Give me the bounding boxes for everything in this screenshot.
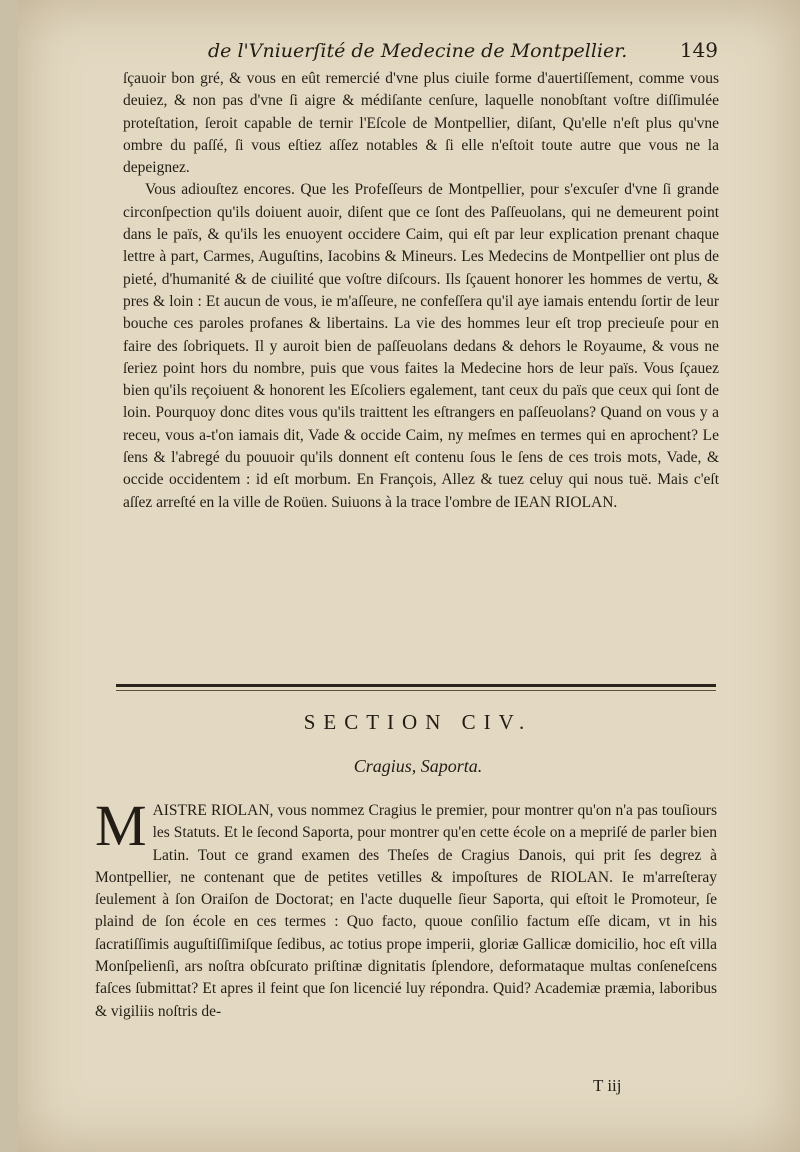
running-head: [208, 40, 718, 62]
section-title: SECTION CIV.: [303, 710, 533, 734]
signature-mark: T iij: [593, 1076, 622, 1095]
paragraph: Vous adiouſtez encores. Que les Profeſſeurs de Montpellier, pour s'excuſer d'vne ſi grande circonſpection qu'ils doiuent auoir, diſent que ce ſont des Paſſeuolans, qui ne demeurent point dans le païs, & qu'ils les enuoyent occidere Caim, qui eſt par leur explication prenant chaque lettre à part, Carmes, Auguſtins, Iacobins & Mineurs. Les Medecins de Montpellier ont plus de pieté, d'humanité & de ciuilité que voſtre diſcours. Ils ſçauent honorer les hommes de vertu, & pres & loin : Et aucun de vous, ie m'aſſeure, ne confeſſera qu'il aye iamais entendu ſortir de leur bouche ces paroles profanes & libertains. La vie des hommes leur eſt trop precieuſe pour en faire des ſobriquets. Il y auroit bien de paſſeuolans dedans & dehors le Royaume, & vous ne ſeriez point hors du nombre, puis que vous faites la Medecine hors de leur païs. Vous ſçauez bien qu'ils reçoiuent & honorent les Eſcoliers egalement, tant ceux du païs que ceux qui ſont de loin. Pourquoy donc dites vous qu'ils traittent les eſtrangers en paſſeuolans? Quand on vous y a receu, vous a-t'on iamais dit, Vade & occide Caim, ny meſmes en termes qui en aprochent? Le ſens & l'abregé du pouuoir qu'ils donnent eſt contenu ſous le ſens de ces trois mots, Vade, & occide occidentem : id eſt morbum. En François, Allez & tuez celuy qui nous tuë. Mais c'eſt aſſez arreſté en la ville de Roüen. Suiuons à la trace l'ombre de IEAN RIOLAN.: [123, 181, 719, 511]
section-body: [95, 793, 717, 1023]
section-divider: [116, 684, 716, 687]
body-text: [123, 68, 719, 514]
page-number: 149: [679, 38, 718, 62]
section-divider-thin: [116, 690, 716, 691]
section-subtitle: Cragius, Saporta.: [353, 756, 483, 776]
drop-cap: M: [95, 793, 147, 858]
paragraph: ſçauoir bon gré, & vous en eût remercié d'vne plus ciuile forme d'auertiſſement, comme vous deuiez, & non pas d'vne ſi aigre & médiſante cenſure, laquelle nonobſtant voſtre diſſimulée proteſtation, ſeroit capable de ternir l'Eſcole de Montpellier, diſant, Qu'elle n'eſt plus qu'vne ombre du paſſé, ſi vous eſtiez aſſez notables & ſi elle n'eſtoit toute autre que vous ne la depeignez.: [123, 70, 719, 177]
section-text: AISTRE RIOLAN, vous nommez Cragius le premier, pour montrer qu'on n'a pas touſiours les Statuts. Et le ſecond Saporta, pour montrer qu'en cette école on a mepriſé de parler bien Latin. Tout ce grand examen des Theſes de Cragius Danois, qui prit ſes degrez à Montpellier, ne contenant que de petites vetilles & impoſtures de RIOLAN. Ie m'arreſteray ſeulement à ſon Oraiſon de Doctorat; en l'acte duquelle ſieur Saporta, qui eſtoit le Promoteur, ſe plaind de ſon école en ces termes : Quo facto, quoue conſilio factum eſſe dicam, vt in his ſacratiſſimis auguſtiſſimiſque ſedibus, ac totius prope imperii, gloriæ Gallicæ domicilio, hoc eſt villa Monſpelienſi, ars noſtra obſcurato priſtinæ dignitatis ſplendore, deformataque multas conſeneſcens faſces ſubmittat? Et apres il feint que ſon licencié luy répondra. Quid? Academiæ præmia, laboribus & vigiliis noſtris de-: [95, 802, 717, 1020]
book-page: [18, 0, 800, 1152]
running-head-title: de l'Vniuerſité de Medecine de Montpellier.: [208, 40, 628, 62]
